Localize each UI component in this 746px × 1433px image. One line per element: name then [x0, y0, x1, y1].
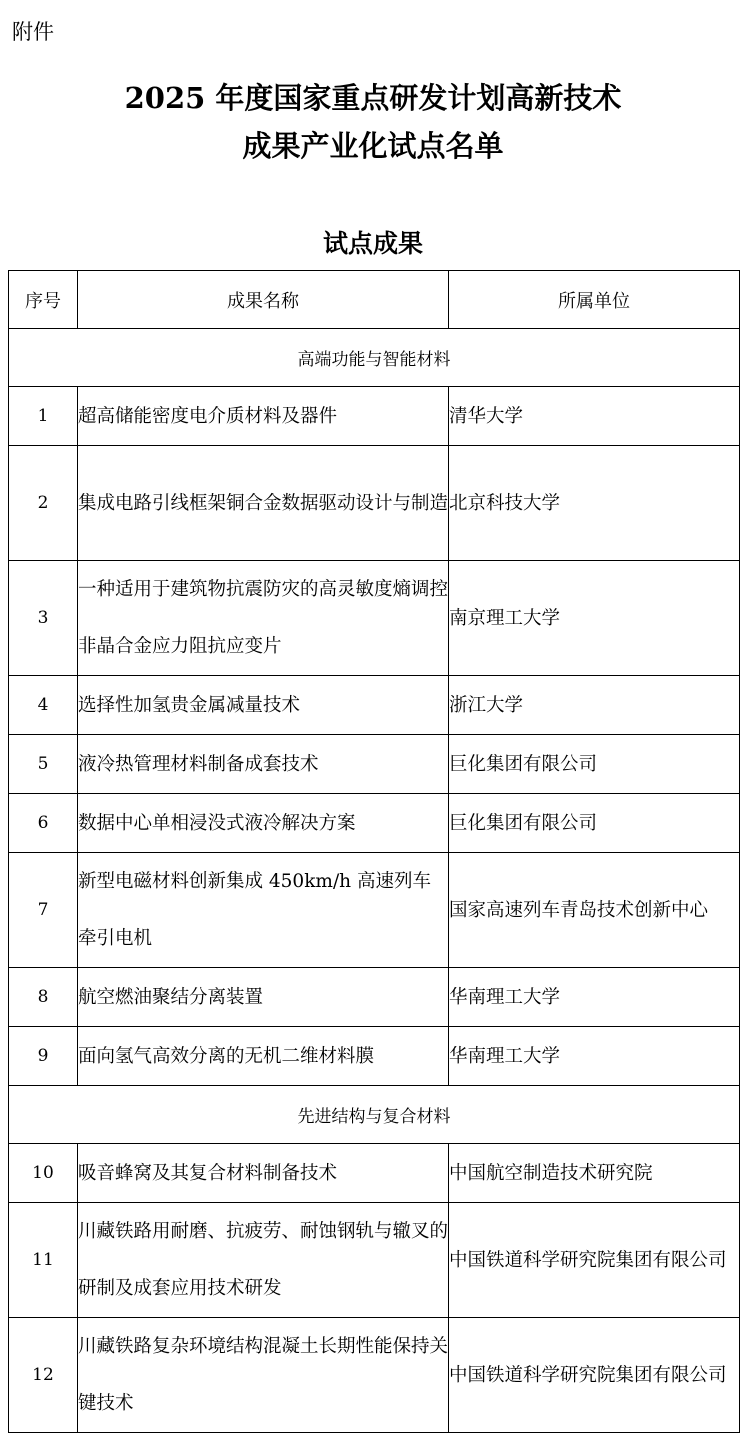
- affiliated-unit: 北京科技大学: [449, 446, 740, 561]
- table-row: [9, 853, 740, 968]
- affiliated-unit: 中国铁道科学研究院集团有限公司: [449, 1318, 740, 1433]
- table-row: [9, 676, 740, 735]
- table-row: [9, 794, 740, 853]
- column-header-name: 成果名称: [78, 271, 449, 329]
- result-name: 川藏铁路复杂环境结构混凝土长期性能保持关键技术: [78, 1318, 449, 1433]
- document-title-line-1: 2025 年度国家重点研发计划高新技术: [124, 81, 622, 115]
- row-number: 4: [9, 676, 78, 735]
- row-number: 1: [9, 387, 78, 446]
- table-row: [9, 387, 740, 446]
- row-number: 3: [9, 561, 78, 676]
- row-number: 9: [9, 1027, 78, 1086]
- document-title-line-2: 成果产业化试点名单: [242, 129, 504, 163]
- row-number: 10: [9, 1144, 78, 1203]
- affiliated-unit: 巨化集团有限公司: [449, 794, 740, 853]
- affiliated-unit: 国家高速列车青岛技术创新中心: [449, 853, 740, 968]
- affiliated-unit: 华南理工大学: [449, 1027, 740, 1086]
- affiliated-unit: 中国铁道科学研究院集团有限公司: [449, 1203, 740, 1318]
- table-row: [9, 1318, 740, 1433]
- column-header-number: 序号: [9, 271, 78, 329]
- affiliated-unit: 清华大学: [449, 387, 740, 446]
- result-name: 数据中心单相浸没式液冷解决方案: [78, 794, 449, 853]
- result-name: 选择性加氢贵金属减量技术: [78, 676, 449, 735]
- row-number: 7: [9, 853, 78, 968]
- category-label: 先进结构与复合材料: [9, 1086, 740, 1144]
- affiliated-unit: 浙江大学: [449, 676, 740, 735]
- category-label: 高端功能与智能材料: [9, 329, 740, 387]
- result-name: 新型电磁材料创新集成 450km/h 高速列车牵引电机: [78, 853, 449, 968]
- document-title: [0, 74, 746, 170]
- table-row: [9, 735, 740, 794]
- table-row: [9, 446, 740, 561]
- category-row: [9, 329, 740, 387]
- result-name: 面向氢气高效分离的无机二维材料膜: [78, 1027, 449, 1086]
- result-name: 液冷热管理材料制备成套技术: [78, 735, 449, 794]
- row-number: 6: [9, 794, 78, 853]
- attachment-label: 附件: [12, 20, 54, 44]
- row-number: 5: [9, 735, 78, 794]
- section-title: 试点成果: [322, 229, 423, 258]
- affiliated-unit: 中国航空制造技术研究院: [449, 1144, 740, 1203]
- table-row: [9, 561, 740, 676]
- table-row: [9, 968, 740, 1027]
- result-name: 川藏铁路用耐磨、抗疲劳、耐蚀钢轨与辙叉的研制及成套应用技术研发: [78, 1203, 449, 1318]
- row-number: 11: [9, 1203, 78, 1318]
- result-name: 一种适用于建筑物抗震防灾的高灵敏度熵调控非晶合金应力阻抗应变片: [78, 561, 449, 676]
- table-row: [9, 1144, 740, 1203]
- category-row: [9, 1086, 740, 1144]
- table-row: [9, 1027, 740, 1086]
- table-header-row: [9, 271, 740, 329]
- affiliated-unit: 南京理工大学: [449, 561, 740, 676]
- column-header-unit: 所属单位: [449, 271, 740, 329]
- result-name: 航空燃油聚结分离装置: [78, 968, 449, 1027]
- result-name: 集成电路引线框架铜合金数据驱动设计与制造: [78, 446, 449, 561]
- affiliated-unit: 华南理工大学: [449, 968, 740, 1027]
- table-row: [9, 1203, 740, 1318]
- pilot-results-table: [8, 270, 740, 1433]
- row-number: 12: [9, 1318, 78, 1433]
- affiliated-unit: 巨化集团有限公司: [449, 735, 740, 794]
- result-name: 超高储能密度电介质材料及器件: [78, 387, 449, 446]
- row-number: 2: [9, 446, 78, 561]
- row-number: 8: [9, 968, 78, 1027]
- result-name: 吸音蜂窝及其复合材料制备技术: [78, 1144, 449, 1203]
